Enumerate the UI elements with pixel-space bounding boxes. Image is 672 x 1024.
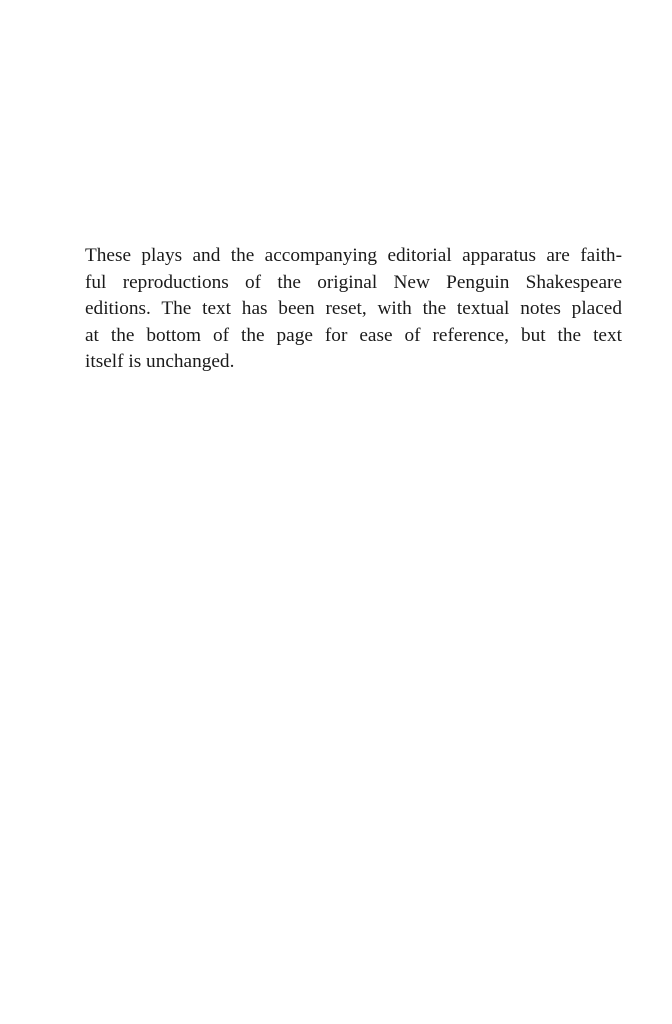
edition-note-line-5: itself is unchanged.	[85, 351, 235, 372]
edition-note	[85, 243, 622, 376]
edition-note-line-4: at the bottom of the page for ease of reference, but the text	[85, 324, 622, 346]
edition-note-line-1: These plays and the accompanying editorial apparatus are faith-	[85, 245, 622, 266]
edition-note-line-2: ful reproductions of the original New Penguin Shakespeare	[85, 271, 622, 293]
edition-note-line-3: editions. The text has been reset, with the textual notes placed	[85, 298, 622, 319]
